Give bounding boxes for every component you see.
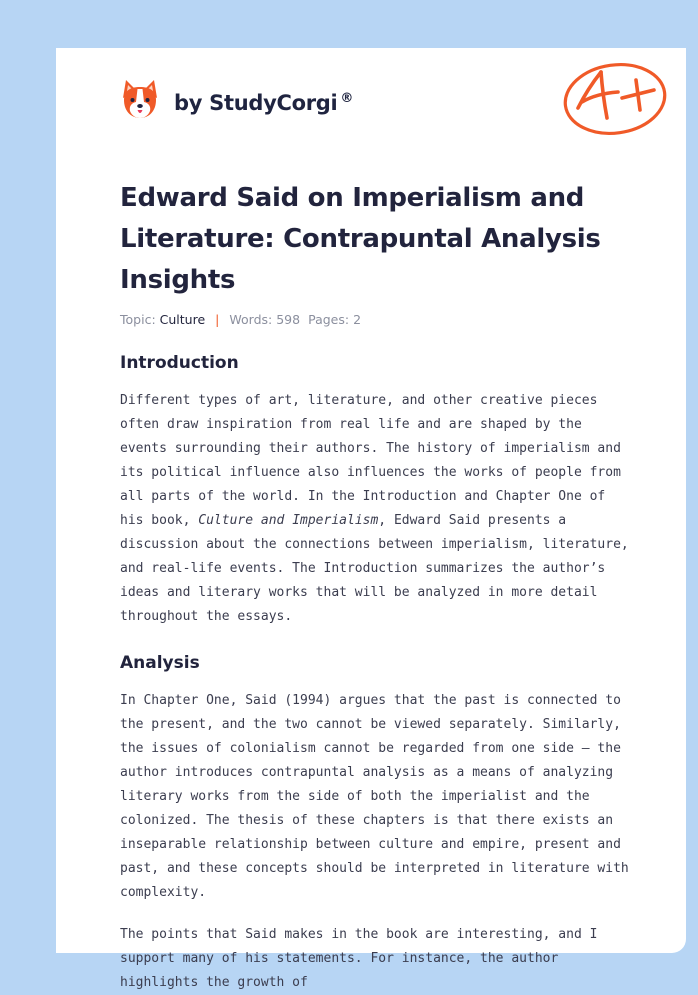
introduction-paragraph (120, 389, 632, 629)
analysis-paragraph-2: The points that Said makes in the book are interesting, and I support many of his statements. For instance, the author highlights the growth of (120, 927, 598, 990)
words-label: Words: (229, 312, 273, 327)
corgi-icon (120, 78, 160, 122)
brand-prefix: by (174, 91, 210, 115)
introduction-text-part2: , Edward Said presents a discussion about the connections between imperialism, literature, and real-life events. The Introduction summarizes the author’s ideas and literary works that will be analyzed in more detail throughout the essays. (120, 513, 629, 624)
words-value: 598 (276, 312, 301, 327)
document-page (56, 48, 686, 990)
introduction-text-part1: Different types of art, literature, and other creative pieces often draw inspiration from real life and are shaped by the events surrounding their authors. The history of imperialism and its political influence also influences the works of people from all parts of the world. In the Introduction and Chapter One of his book, (120, 393, 621, 528)
analysis-paragraph-1: In Chapter One, Said (1994) argues that the past is connected to the present, and the two cannot be viewed separately. Similarly, the issues of colonialism cannot be regarded from one side – the author introduces contrapuntal analysis as a means of analyzing literary works from the side of both the imperialist and the colonized. The thesis of these chapters is that there exists an inseparable relationship between culture and empire, present and past, and these concepts should be interpreted in literature with complexity. (120, 693, 629, 900)
page-header (120, 58, 650, 166)
pages-value: 2 (353, 312, 362, 327)
brand-text (174, 91, 353, 115)
registered-mark: ® (340, 91, 354, 106)
book-title: Culture and Imperialism (198, 513, 379, 528)
page-title: Edward Said on Imperialism and Literature: Contrapuntal Analysis Insights (120, 183, 601, 295)
studycorgi-logo[interactable] (120, 76, 353, 124)
section-heading-introduction: Introduction (120, 353, 239, 373)
topic-link[interactable]: Culture (159, 312, 206, 327)
section-heading-analysis: Analysis (120, 653, 200, 673)
essay-content (120, 351, 632, 995)
topic-label: Topic: (120, 312, 156, 327)
a-plus-grade-icon (560, 58, 670, 140)
meta-separator: | (215, 312, 220, 327)
essay-meta (120, 312, 361, 327)
brand-name: StudyCorgi (209, 91, 338, 115)
grade-badge-text: A+ (560, 58, 562, 59)
pages-label: Pages: (308, 312, 350, 327)
